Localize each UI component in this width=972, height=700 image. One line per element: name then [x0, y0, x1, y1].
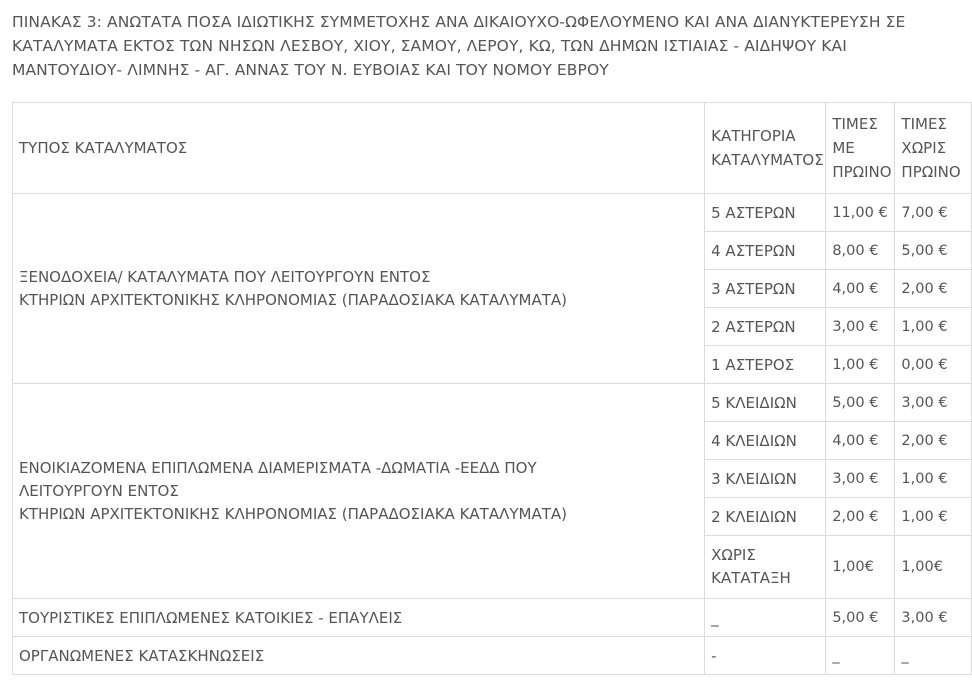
table-row — [13, 637, 972, 675]
category-cell: 4 ΚΛΕΙΔΙΩΝ — [705, 422, 826, 460]
price-without-cell: 3,00 € — [895, 599, 972, 637]
price-without-cell: 0,00 € — [895, 346, 972, 384]
category-cell: 5 ΑΣΤΕΡΩΝ — [705, 194, 826, 232]
category-cell: - — [705, 637, 826, 675]
header-type: ΤΥΠΟΣ ΚΑΤΑΛΥΜΑΤΟΣ — [13, 103, 705, 194]
table-header-row — [13, 103, 972, 194]
table-caption: ΠΙΝΑΚΑΣ 3: ΑΝΩΤΑΤΑ ΠΟΣΑ ΙΔΙΩΤΙΚΗΣ ΣΥΜΜΕΤΟΧΗΣ ΑΝΑ ΔΙΚΑΙΟΥΧΟ-ΩΦΕΛΟΥΜΕΝΟ ΚΑΙ ΑΝΑ ΔΙΑΝΥΚΤΕΡΕΥΣΗ ΣΕ ΚΑΤΑΛΥΜΑΤΑ ΕΚΤΟΣ ΤΩΝ ΝΗΣΩΝ ΛΕΣΒΟΥ, ΧΙΟΥ, ΣΑΜΟΥ, ΛΕΡΟΥ, ΚΩ, ΤΩΝ ΔΗΜΩΝ ΙΣΤΙΑΙΑΣ - ΑΙΔΗΨΟΥ ΚΑΙ ΜΑΝΤΟΥΔΙΟΥ- ΛΙΜΝΗΣ - ΑΓ. ΑΝΝΑΣ ΤΟΥ Ν. ΕΥΒΟΙΑΣ ΚΑΙ ΤΟΥ ΝΟΜΟΥ ΕΒΡΟΥ — [12, 13, 906, 79]
table-row — [13, 384, 972, 422]
price-with-cell: 2,00 € — [826, 498, 895, 536]
table-row — [13, 194, 972, 232]
price-without-cell: 2,00 € — [895, 422, 972, 460]
category-cell: 5 ΚΛΕΙΔΙΩΝ — [705, 384, 826, 422]
category-cell: ΧΩΡΙΣ ΚΑΤΑΤΑΞΗ — [705, 536, 826, 599]
price-without-cell: _ — [895, 637, 972, 675]
price-with-cell: 8,00 € — [826, 232, 895, 270]
price-without-cell: 1,00 € — [895, 308, 972, 346]
table-container — [12, 102, 961, 700]
hotels-type-cell — [13, 194, 705, 384]
price-with-cell: 1,00€ — [826, 536, 895, 599]
price-without-cell: 2,00 € — [895, 270, 972, 308]
table-row — [13, 599, 972, 637]
header-with-breakfast: ΤΙΜΕΣ ΜΕ ΠΡΩΙΝΟ — [826, 103, 895, 194]
category-cell: 1 ΑΣΤΕΡΟΣ — [705, 346, 826, 384]
price-without-cell: 5,00 € — [895, 232, 972, 270]
price-with-cell: 4,00 € — [826, 270, 895, 308]
apartments-type-cell — [13, 384, 705, 599]
type-line: ΚΤΗΡΙΩΝ ΑΡΧΙΤΕΚΤΟΝΙΚΗΣ ΚΛΗΡΟΝΟΜΙΑΣ (ΠΑΡΑΔΟΣΙΑΚΑ ΚΑΤΑΛΥΜΑΤΑ) — [19, 290, 568, 309]
price-with-cell: 11,00 € — [826, 194, 895, 232]
category-cell: 3 ΚΛΕΙΔΙΩΝ — [705, 460, 826, 498]
type-line: ΛΕΙΤΟΥΡΓΟΥΝ ΕΝΤΟΣ — [19, 481, 179, 500]
price-without-cell: 1,00 € — [895, 498, 972, 536]
price-with-cell: 3,00 € — [826, 308, 895, 346]
type-line: ΞΕΝΟΔΟΧΕΙΑ/ ΚΑΤΑΛΥΜΑΤΑ ΠΟΥ ΛΕΙΤΟΥΡΓΟΥΝ ΕΝΤΟΣ — [19, 267, 431, 286]
price-with-cell: 1,00 € — [826, 346, 895, 384]
price-without-cell: 7,00 € — [895, 194, 972, 232]
category-cell: _ — [705, 599, 826, 637]
price-with-cell: 5,00 € — [826, 599, 895, 637]
prices-table — [12, 102, 972, 675]
category-cell: 2 ΑΣΤΕΡΩΝ — [705, 308, 826, 346]
price-without-cell: 1,00 € — [895, 460, 972, 498]
price-with-cell: 3,00 € — [826, 460, 895, 498]
category-cell: 3 ΑΣΤΕΡΩΝ — [705, 270, 826, 308]
price-with-cell: 5,00 € — [826, 384, 895, 422]
price-without-cell: 3,00 € — [895, 384, 972, 422]
type-line: ΚΤΗΡΙΩΝ ΑΡΧΙΤΕΚΤΟΝΙΚΗΣ ΚΛΗΡΟΝΟΜΙΑΣ (ΠΑΡΑΔΟΣΙΑΚΑ ΚΑΤΑΛΥΜΑΤΑ) — [19, 504, 568, 523]
header-category: ΚΑΤΗΓΟΡΙΑ ΚΑΤΑΛΥΜΑΤΟΣ — [705, 103, 826, 194]
type-cell: ΤΟΥΡΙΣΤΙΚΕΣ ΕΠΙΠΛΩΜΕΝΕΣ ΚΑΤΟΙΚΙΕΣ - ΕΠΑΥΛΕΙΣ — [13, 599, 705, 637]
price-without-cell: 1,00€ — [895, 536, 972, 599]
price-with-cell: 4,00 € — [826, 422, 895, 460]
price-with-cell: _ — [826, 637, 895, 675]
type-cell: ΟΡΓΑΝΩΜΕΝΕΣ ΚΑΤΑΣΚΗΝΩΣΕΙΣ — [13, 637, 705, 675]
category-cell: 2 ΚΛΕΙΔΙΩΝ — [705, 498, 826, 536]
type-line: ΕΝΟΙΚΙΑΖΟΜΕΝΑ ΕΠΙΠΛΩΜΕΝΑ ΔΙΑΜΕΡΙΣΜΑΤΑ -ΔΩΜΑΤΙΑ -ΕΕΔΔ ΠΟΥ — [19, 458, 537, 477]
category-cell: 4 ΑΣΤΕΡΩΝ — [705, 232, 826, 270]
header-without-breakfast: ΤΙΜΕΣ ΧΩΡΙΣ ΠΡΩΙΝΟ — [895, 103, 972, 194]
